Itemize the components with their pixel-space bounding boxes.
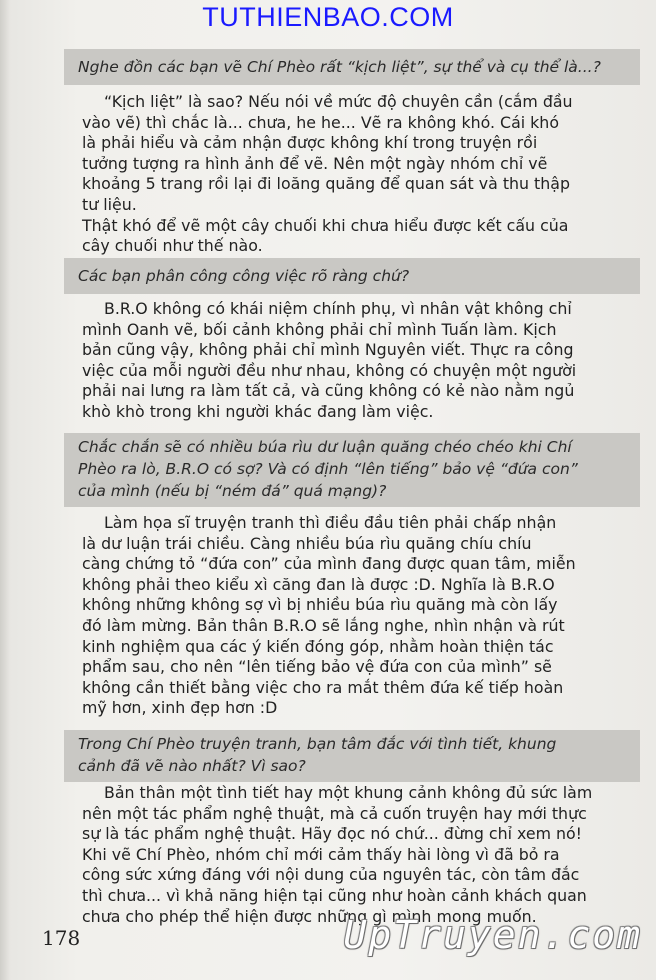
answer-line: bản cũng vậy, không phải chỉ mình Nguyên viết. Thực ra công (82, 340, 574, 360)
question-3-line: Chắc chắn sẽ có nhiều búa rìu dư luận quăng chéo chéo khi Chí (78, 438, 572, 456)
answer-line: nên một tác phẩm nghệ thuật, mà cả cuốn truyện hay mới thực (82, 803, 587, 823)
answer-line: phải nai lưng ra làm tất cả, và cũng không có kẻ nào nằm ngủ (82, 381, 575, 401)
answer-line: là dư luận trái chiều. Càng nhiều búa rìu quăng chíu chíu (82, 533, 532, 553)
question-1-text: Nghe đồn các bạn vẽ Chí Phèo rất “kịch liệt”, sự thể và cụ thể là...? (78, 58, 601, 76)
answer-line: không cần thiết bằng việc cho ra mắt thêm đứa kế tiếp hoàn (82, 677, 564, 697)
answer-line: mình Oanh vẽ, bối cảnh không phải chỉ mình Tuấn làm. Kịch (82, 319, 557, 339)
answer-2 (82, 299, 638, 423)
answer-line: là phải hiểu và cảm nhận được không khí trong truyện rồi (82, 133, 538, 153)
answer-line: công sức xứng đáng với nội dung của nguyên tác, còn tâm đắc (82, 865, 580, 885)
answer-line: không phải theo kiểu xì căng đan là được :D. Nghĩa là B.R.O (82, 574, 555, 594)
question-4 (64, 730, 640, 782)
answer-line: khoảng 5 trang rồi lại đi loăng quăng để quan sát và thu thập (82, 174, 570, 194)
question-3 (64, 433, 640, 507)
question-3-line: Phèo ra lò, B.R.O có sợ? Và có định “lên tiếng” bảo vệ “đứa con” (78, 460, 578, 478)
answer-line: Bản thân một tình tiết hay một khung cảnh không đủ sức làm (104, 783, 593, 802)
answer-line: đó làm mừng. Bản thân B.R.O sẽ lắng nghe, nhìn nhận và rút (82, 615, 565, 635)
answer-3 (82, 513, 638, 719)
answer-line: cây chuối như thế nào. (82, 236, 263, 256)
page-edge-shadow (0, 0, 10, 980)
answer-line: phẩm sau, cho nên “lên tiếng bảo vệ đứa con của mình” sẽ (82, 657, 552, 677)
answer-line: tưởng tượng ra hình ảnh để vẽ. Nên một ngày nhóm chỉ vẽ (82, 153, 548, 173)
answer-line: Làm họa sĩ truyện tranh thì điều đầu tiên phải chấp nhận (104, 513, 557, 532)
answer-line: tư liệu. (82, 194, 137, 214)
question-4-line: Trong Chí Phèo truyện tranh, bạn tâm đắc với tình tiết, khung (78, 735, 557, 753)
answer-line: Thật khó để vẽ một cây chuối khi chưa hiểu được kết cấu của (82, 215, 569, 235)
answer-line: khò khò trong khi người khác đang làm việc. (82, 401, 434, 421)
site-header[interactable]: TUTHIENBAO.COM (202, 2, 454, 32)
answer-line: mỹ hơn, xinh đẹp hơn :D (82, 698, 278, 718)
question-2 (64, 258, 640, 294)
answer-line: thì chưa... vì khả năng hiện tại cũng như hoàn cảnh khách quan (82, 885, 587, 905)
answer-4 (82, 783, 638, 927)
question-2-text: Các bạn phân công công việc rõ ràng chứ? (78, 267, 410, 285)
answer-line: “Kịch liệt” là sao? Nếu nói về mức độ chuyên cần (cắm đầu (104, 92, 573, 111)
answer-line: chưa cho phép thể hiện được những gì mình mong muốn. (82, 906, 537, 926)
page-number: 178 (42, 926, 81, 950)
question-3-line: của mình (nếu bị “ném đá” quá mạng)? (78, 482, 387, 500)
question-4-line: cảnh đã vẽ nào nhất? Vì sao? (78, 757, 306, 775)
answer-line: kinh nghiệm qua các ý kiến đóng góp, nhằm hoàn thiện tác (82, 636, 554, 656)
watermark-logo: UpTruyen.com (343, 913, 642, 957)
answer-line: B.R.O không có khái niệm chính phụ, vì nhân vật không chỉ (104, 299, 572, 318)
answer-line: Khi vẽ Chí Phèo, nhóm chỉ mới cảm thấy hài lòng vì đã bỏ ra (82, 844, 560, 864)
answer-line: sự là tác phẩm nghệ thuật. Hãy đọc nó chứ... đừng chỉ xem nó! (82, 824, 583, 844)
answer-line: càng chứng tỏ “đứa con” của mình đang được quan tâm, miễn (82, 554, 576, 574)
answer-line: không những không sợ vì bị nhiều búa rìu quăng mà còn lấy (82, 595, 558, 615)
answer-line: việc của mỗi người đều như nhau, không có chuyện một người (82, 360, 577, 380)
question-1 (64, 49, 640, 85)
answer-line: vào vẽ) thì chắc là... chưa, he he... Vẽ ra không khó. Cái khó (82, 112, 559, 132)
answer-1 (82, 92, 638, 257)
